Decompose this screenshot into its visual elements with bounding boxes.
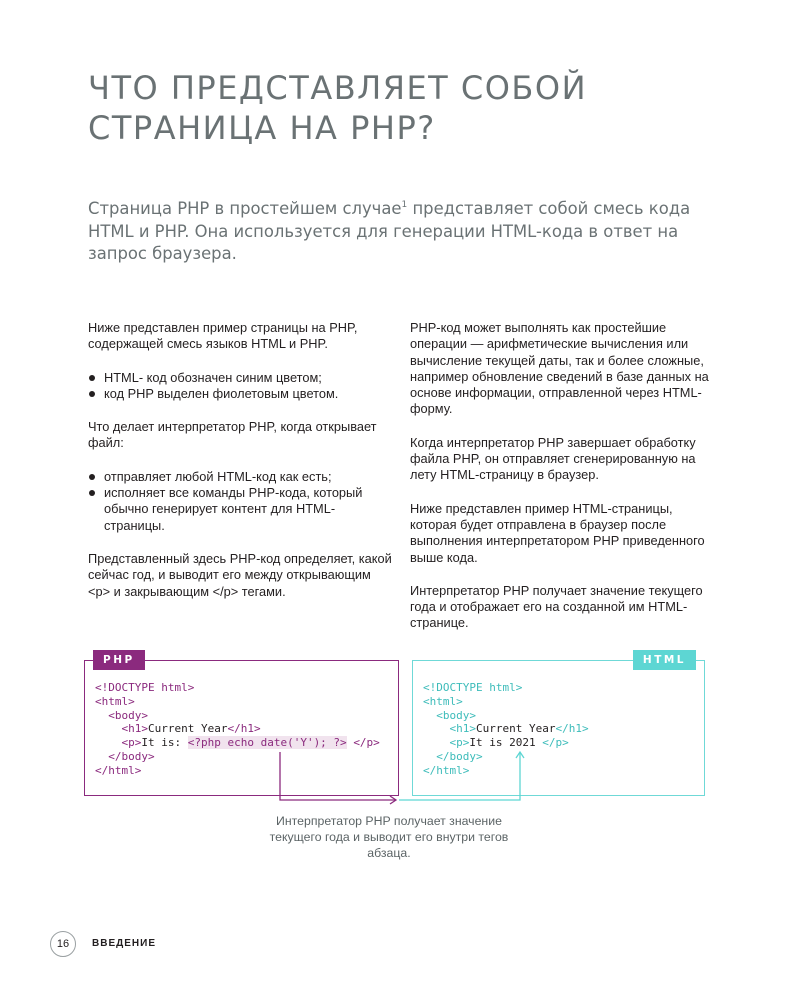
title-line-2: СТРАНИЦА НА PHP?	[88, 109, 436, 147]
title-line-1: ЧТО ПРЕДСТАВЛЯЕТ СОБОЙ	[88, 69, 587, 107]
code-token: </h1>	[227, 722, 261, 736]
intro-text-start: Страница PHP в простейшем случае	[88, 199, 402, 218]
code-token: </h1>	[555, 722, 589, 736]
code-token: <h1>	[121, 722, 148, 736]
code-token: <p>	[121, 736, 142, 750]
code-token: <html>	[423, 694, 463, 708]
code-token: </html>	[95, 763, 142, 777]
section-name: ВВЕДЕНИЕ	[92, 938, 156, 949]
left-paragraph-3: Представленный здесь PHP-код определяет, какой сейчас год, и выводит его между открывающим <p> и закрывающим </p> тегами.	[88, 550, 392, 599]
code-token: <html>	[95, 694, 135, 708]
code-token: <!DOCTYPE html>	[95, 681, 195, 694]
code-token: </p>	[542, 736, 569, 750]
code-text: Current Year	[476, 722, 556, 736]
php-code-snippet: <?php echo date('Y'); ?>	[187, 736, 347, 750]
html-label: HTML	[633, 650, 696, 670]
footnote-marker: 1	[401, 200, 408, 210]
diagram-caption: Интерпретатор PHP получает значение текущего года и выводит его внутри тегов абзаца.	[269, 814, 509, 860]
code-text: It is 2021	[469, 736, 543, 750]
code-token: <!DOCTYPE html>	[423, 681, 523, 694]
arrow-to-html-year	[399, 749, 520, 800]
code-token: </p>	[353, 736, 380, 750]
code-token: </html>	[423, 763, 470, 777]
right-paragraph-1: PHP-код может выполнять как простейшие операции — арифметические вычисления или вычисление текущей даты, так и более сложные, например обновление сведений в базе данных на основе информации, отправленной через HTML-форму.	[410, 320, 709, 417]
right-paragraph-2: Когда интерпретатор PHP завершает обработку файла PHP, он отправляет сгенерированную на лету HTML-страницу в браузер.	[410, 434, 696, 483]
code-token: <h1>	[449, 722, 476, 736]
code-token: <body>	[108, 708, 148, 722]
left-paragraph-1: Ниже представлен пример страницы на PHP, содержащей смесь языков HTML и PHP.	[88, 320, 358, 352]
right-paragraph-3: Ниже представлен пример HTML-страницы, которая будет отправлена в браузер после выполнения интерпретатором PHP приведенного выше кода.	[410, 500, 705, 565]
list-item: отправляет любой HTML-код как есть;	[88, 469, 393, 485]
code-token: </body>	[436, 749, 483, 763]
code-token: <p>	[449, 736, 470, 750]
list-item: исполняет все команды PHP-кода, который обычно генерирует контент для HTML-страницы.	[88, 485, 393, 534]
arrow-php-to-html	[280, 752, 396, 800]
page-number: 16	[50, 931, 76, 957]
left-paragraph-2: Что делает интерпретатор PHP, когда открывает файл:	[88, 419, 377, 451]
list-item: HTML- код обозначен синим цветом;	[88, 370, 393, 386]
list-item: код PHP выделен фиолетовым цветом.	[88, 386, 393, 402]
php-label: PHP	[93, 650, 145, 670]
code-token: </body>	[108, 749, 155, 763]
code-token: <body>	[436, 708, 476, 722]
right-paragraph-4: Интерпретатор PHP получает значение текущего года и отображает его на созданной им HTML-странице.	[410, 582, 703, 631]
code-text: Current Year	[148, 722, 228, 736]
code-text: It is:	[141, 736, 188, 750]
intro-text-end: представляет собой смесь кода HTML и PHP. Она используется для генерации HTML-кода в ответ на запрос браузера.	[88, 199, 691, 263]
